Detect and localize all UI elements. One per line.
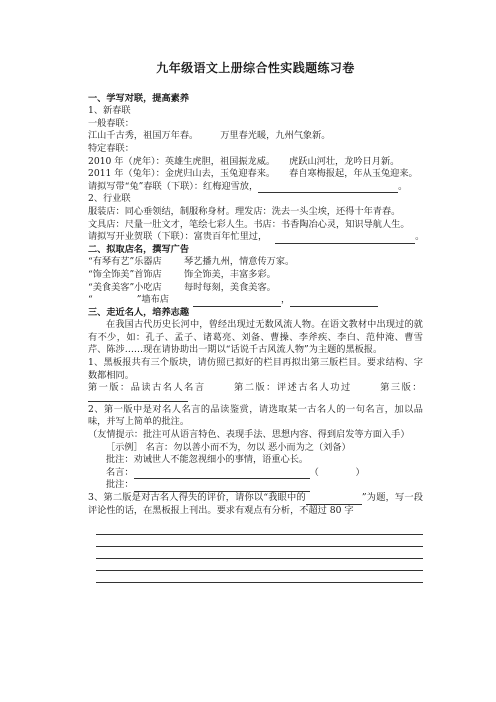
essay-answer-line-4[interactable] — [96, 559, 423, 571]
essay-answer-line-5[interactable] — [96, 571, 423, 583]
question-2-tip: （友情提示：批注可从语言特色、表现手法、思想内容、得到启发等方面入手） — [88, 429, 410, 441]
special-2011-b: 春自寒梅报起，年从玉兔迎来。 — [289, 168, 418, 180]
question-3 — [88, 492, 423, 517]
special-2010-a: 2010 年（虎年）：英雄生虎胆，祖国振龙威。 — [88, 155, 276, 167]
shop-row-3 — [88, 282, 423, 295]
trade-couplets-1: 服装店：同心垂领结，制服称身材。理发店：洗去一头尘埃，还得十年青春。 — [88, 205, 401, 217]
section-3-heading: 三、走近名人，培养志趣 — [88, 306, 190, 318]
shop-name-1: “有琴有艺”乐器店 — [88, 256, 162, 268]
shop-name-3: “美食美客”小吃店 — [88, 281, 162, 293]
essay-answer-line-1[interactable] — [96, 523, 423, 535]
sub-heading-new-couplet: 1、新春联 — [88, 105, 131, 117]
rabbit-couplet-answer-blank[interactable] — [258, 182, 398, 193]
essay-answer-line-2[interactable] — [96, 535, 423, 547]
shop-ad-comma: ， — [280, 294, 291, 306]
rabbit-couplet-task — [88, 181, 423, 194]
shop-ad-3: 每时每刻，美食美客。 — [184, 281, 276, 293]
special-couplet-label: 特定春联： — [88, 142, 134, 154]
general-couplet-b: 万里春光暖，九州气象新。 — [220, 130, 331, 142]
general-couplet-a: 江山千古秀，祖国万年春。 — [88, 130, 199, 142]
question-3-prompt-b: ”为题，写一段评论性的话，在黑板报上刊出。要求有观点有分析，不超过 80 字 — [88, 492, 423, 516]
quote-answer-blank[interactable] — [134, 468, 310, 479]
section-3-intro: 在我国古代历史长河中，曾经出现过无数风流人物。在语文教材中出现过的就有不少，如：孔子、孟子、诸葛亮、刘备、曹操、李斧疾、李白、范仲淹、曹雪芹、陈涉……现在请协助出一期以“话说千古风流人物”为主题的黑板报。 — [88, 319, 423, 356]
shop-ad-blank-1[interactable] — [193, 296, 281, 307]
shop-name-4-suffix: ”墙布店 — [136, 294, 169, 306]
end-mark-1: 。 — [398, 180, 408, 192]
trade-couplets-2: 文具店：尺量一肚文才，笔绘七彩人生。书店：书香陶冶心灵，知识导航人生。 — [88, 218, 410, 230]
shop-name-4-open-quote: “ — [88, 294, 93, 306]
quote-label: 名言： — [106, 466, 134, 478]
board-column-3-answer-line[interactable] — [88, 395, 188, 402]
board-column-1: 第一版：品读古名人名言 — [88, 382, 206, 394]
board-columns — [88, 382, 423, 395]
shop-name-2: “饰全饰美”首饰店 — [88, 268, 162, 280]
page-title: 九年级语文上册综合性实践题练习卷 — [156, 61, 355, 75]
shop-ad-2: 饰全饰美，丰富多彩。 — [184, 268, 276, 280]
opening-couplet-prompt: 请拟写开业贺联（下联）：富贵百年忙里过， — [88, 231, 268, 243]
special-2010-b: 虎跃山河壮，龙吟日月新。 — [289, 155, 400, 167]
special-couplet-2011 — [88, 168, 423, 181]
question-2: 2、第一版中是对名人名言的品读鉴赏，请选取某一古名人的一句名言，加以品味，并写上简单的批注。 — [88, 403, 423, 428]
special-2011-a: 2011 年（兔年）：金虎归山去，玉兔迎春来。 — [88, 168, 276, 180]
board-column-3: 第三版： — [380, 382, 423, 394]
shop-row-4 — [88, 294, 423, 307]
question-3-title-blank[interactable] — [306, 494, 362, 505]
opening-couplet-answer-blank[interactable] — [275, 233, 415, 244]
annotation-label: 批注： — [106, 479, 134, 491]
worksheet-page — [88, 62, 423, 583]
shop-row-1 — [88, 256, 423, 269]
section-2-heading: 二、拟取店名，撰写广告 — [88, 243, 190, 255]
special-couplet-2010 — [88, 156, 423, 169]
quote-answer-row — [88, 467, 423, 480]
annotation-answer-blank[interactable] — [134, 481, 310, 492]
example-quote: ［示例］ 名言：勿以善小而不为，勿以 恶小而为之（刘备） — [106, 441, 351, 453]
shop-ad-blank-2[interactable] — [290, 296, 378, 307]
opening-couplet-task — [88, 231, 423, 244]
annotation-answer-row — [88, 479, 423, 492]
question-3-prompt-a: 3、第二版是对古名人得失的评价，请你以“我眼中的 — [88, 492, 306, 503]
general-couplet-label: 一般春联： — [88, 117, 134, 129]
sub-heading-trade-couplet: 2、行业联 — [88, 193, 131, 205]
general-couplet-line — [88, 130, 423, 143]
example-annotation: 批注：劝诫世人不能忽视细小的事情，语重心长。 — [106, 454, 309, 466]
essay-answer-line-3[interactable] — [96, 547, 423, 559]
shop-ad-1: 琴艺播九州，情意传万家。 — [184, 256, 295, 268]
board-column-2: 第二版：评述古名人功过 — [234, 382, 352, 394]
shop-row-2 — [88, 269, 423, 282]
end-mark-2: 。 — [415, 231, 425, 243]
section-1-heading: 一、学写对联，提高素养 — [88, 92, 190, 104]
rabbit-couplet-prompt: 请拟写带“兔”春联（下联）：红梅迎雪放， — [88, 180, 259, 192]
quote-author-paren: （ ） — [309, 466, 365, 478]
question-1: 1、黑板报共有三个版块，请仿照已拟好的栏目再拟出第三版栏目。要求结构、字数都相同。 — [88, 357, 423, 381]
